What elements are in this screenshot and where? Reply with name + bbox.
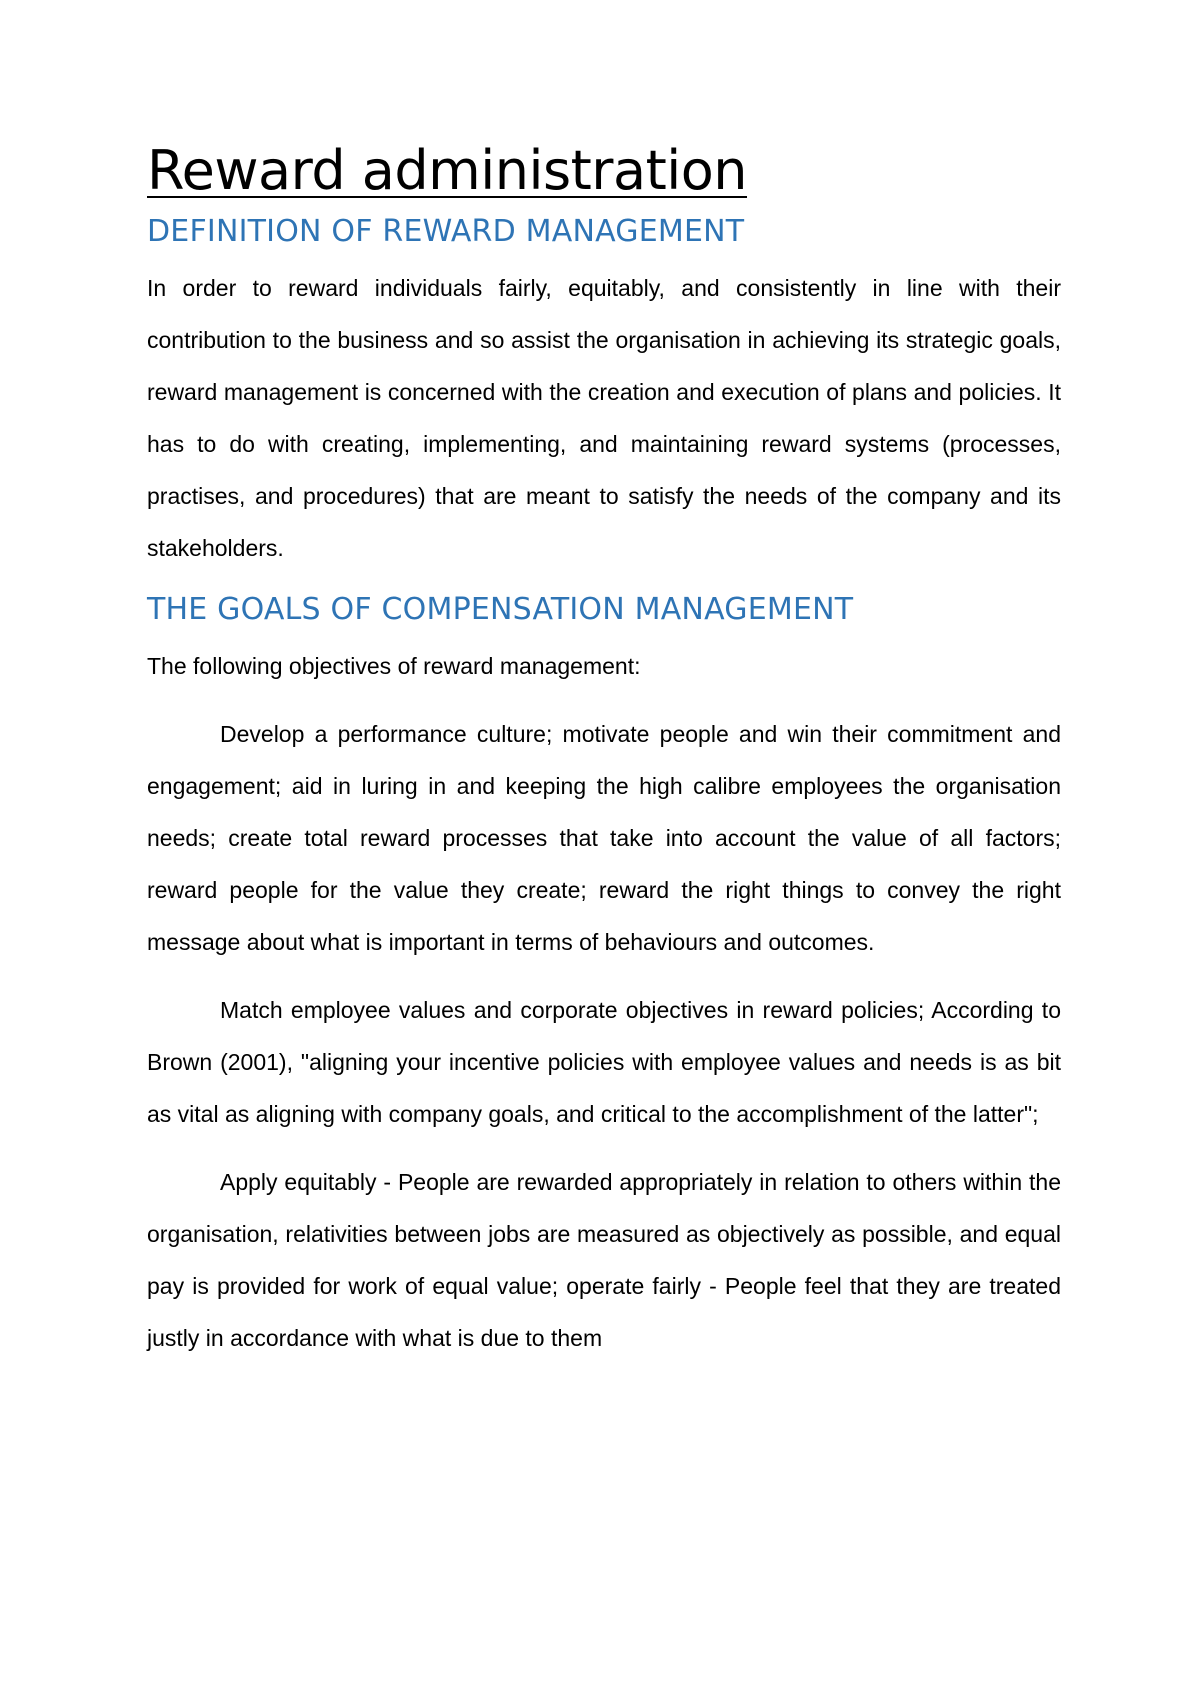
paragraph-goals-values: Match employee values and corporate objectives in reward policies; According to Brown (2001), "aligning your incentive policies with employee values and needs is as bit as vital as aligning with company goals, and critical to the accomplishment of the latter";	[147, 997, 1061, 1127]
section-heading-definition: DEFINITION OF REWARD MANAGEMENT	[147, 214, 745, 249]
paragraph-goals-intro: The following objectives of reward management:	[147, 653, 641, 679]
paragraph-definition: In order to reward individuals fairly, equitably, and consistently in line with their contribution to the business and so assist the organisation in achieving its strategic goals, reward management is concerned with the creation and execution of plans and policies. It has to do with creating, implementing, and maintaining reward systems (processes, practises, and procedures) that are meant to satisfy the needs of the company and its stakeholders.	[147, 275, 1061, 561]
section-heading-goals: THE GOALS OF COMPENSATION MANAGEMENT	[147, 592, 854, 627]
document-title: Reward administration	[147, 139, 748, 202]
paragraph-goals-equity: Apply equitably - People are rewarded appropriately in relation to others within the organisation, relativities between jobs are measured as objectively as possible, and equal pay is provided for work of equal value; operate fairly - People feel that they are treated justly in accordance with what is due to them	[147, 1169, 1061, 1351]
document-page	[147, 138, 1061, 1364]
paragraph-goals-performance: Develop a performance culture; motivate people and win their commitment and engagement; aid in luring in and keeping the high calibre employees the organisation needs; create total reward processes that take into account the value of all factors; reward people for the value they create; reward the right things to convey the right message about what is important in terms of behaviours and outcomes.	[147, 721, 1061, 955]
